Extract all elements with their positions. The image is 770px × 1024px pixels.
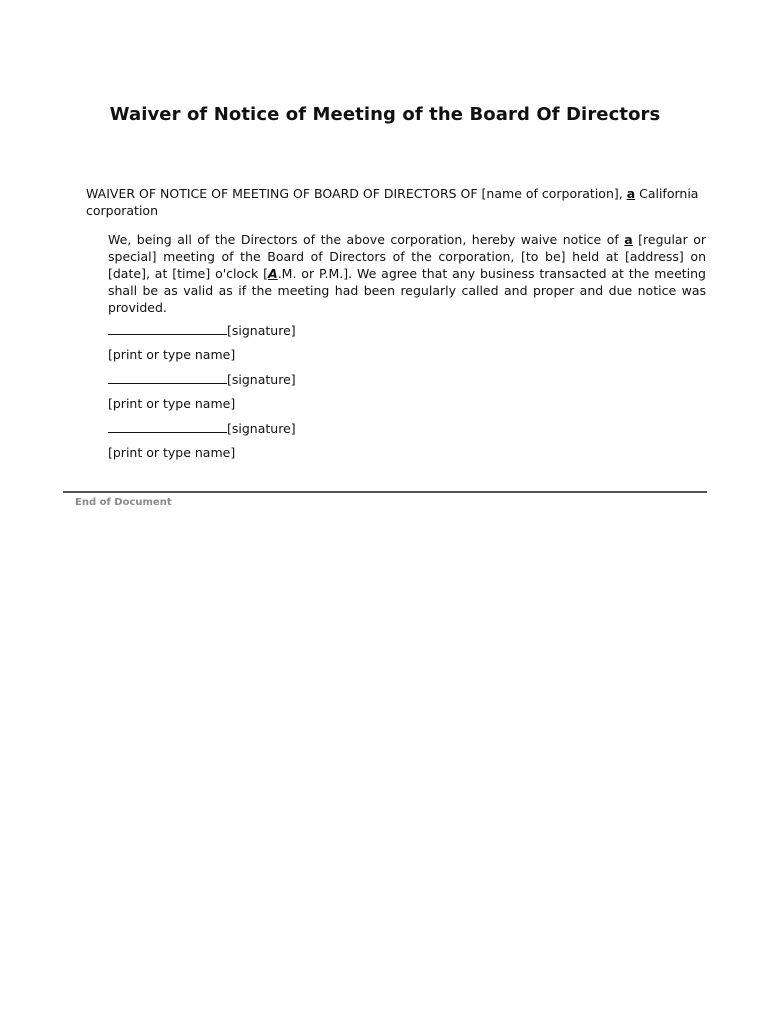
name-line-2: [print or type name]: [108, 396, 236, 411]
heading-text-after: California corporation: [86, 186, 699, 218]
signature-blank-3: [108, 420, 227, 433]
signature-label-3: [signature]: [227, 421, 296, 436]
document-heading: [86, 185, 706, 219]
document-title: Waiver of Notice of Meeting of the Board Of Directors: [109, 104, 661, 125]
paragraph-emphasis-1: a: [624, 232, 633, 247]
paragraph-part-2: [regular or special] meeting of the Board of Directors of the corporation, [to be] held at [address] on [date], at [time] o'clock [: [108, 232, 706, 281]
paragraph-part-3: .M. or P.M.]. We agree that any business transacted at the meeting shall be as valid as if the meeting had been regularly called and proper and due notice was provided.: [108, 266, 706, 315]
signature-line-3: [108, 420, 296, 437]
end-of-document-label: End of Document: [75, 497, 172, 508]
footer-divider: [63, 491, 707, 493]
signature-line-2: [108, 371, 296, 388]
signature-block: [108, 322, 296, 469]
waiver-paragraph: [108, 231, 706, 316]
signature-line-1: [108, 322, 296, 339]
name-line-3: [print or type name]: [108, 445, 236, 460]
paragraph-emphasis-2: A: [268, 266, 278, 281]
signature-label-2: [signature]: [227, 372, 296, 387]
signature-blank-2: [108, 371, 227, 384]
heading-emphasis: a: [626, 186, 636, 201]
paragraph-part-1: We, being all of the Directors of the above corporation, hereby waive notice of: [108, 232, 625, 247]
signature-label-1: [signature]: [227, 323, 296, 338]
name-line-1: [print or type name]: [108, 347, 236, 362]
signature-blank-1: [108, 322, 227, 335]
heading-text-before: WAIVER OF NOTICE OF MEETING OF BOARD OF DIRECTORS OF [name of corporation],: [86, 186, 627, 201]
